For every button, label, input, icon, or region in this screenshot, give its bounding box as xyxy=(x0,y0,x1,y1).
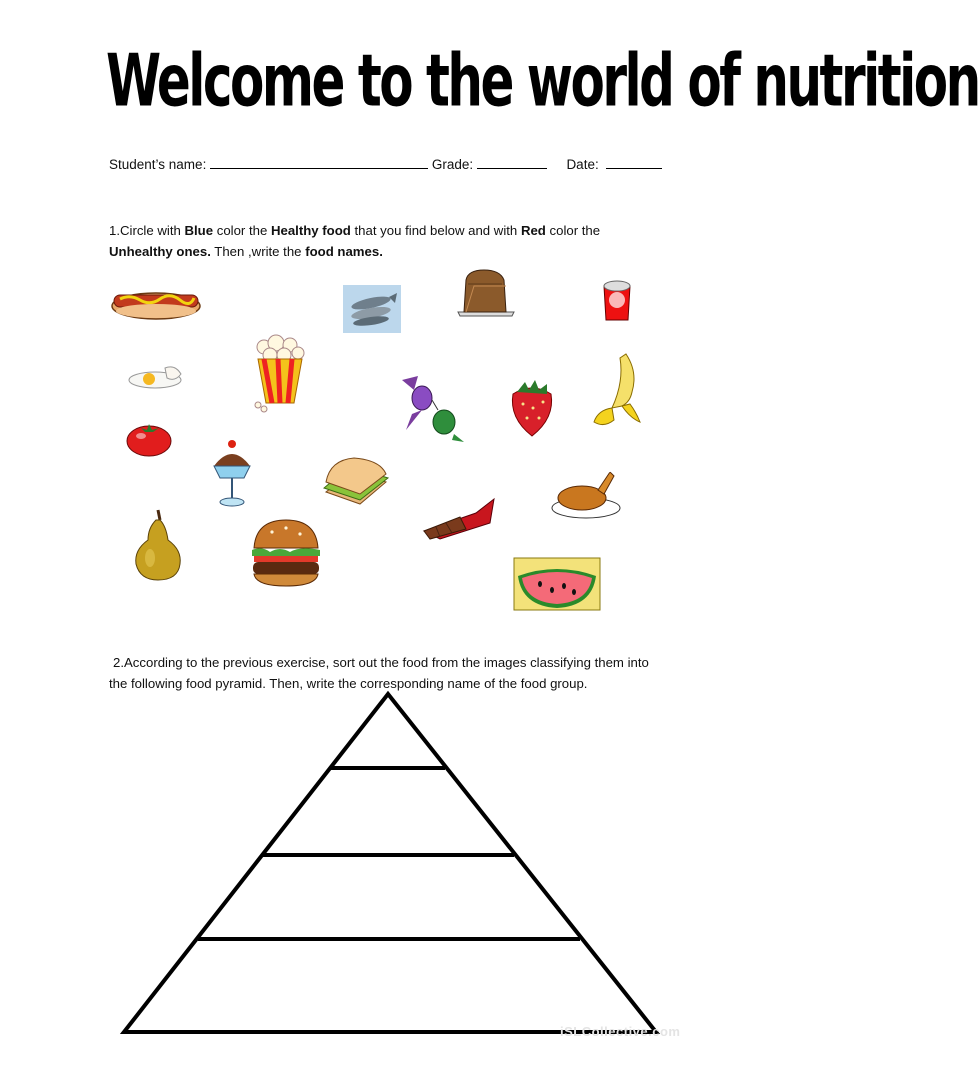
student-name-blank[interactable] xyxy=(210,156,428,169)
food-pyramid xyxy=(118,690,663,1040)
pyramid-outline xyxy=(124,694,656,1032)
ex1-red: Red xyxy=(520,223,546,238)
popcorn-image[interactable] xyxy=(250,333,308,413)
candy-image[interactable] xyxy=(398,370,468,446)
ex1-blue: Blue xyxy=(184,223,214,238)
ex1-text: Then ,write the xyxy=(210,244,306,259)
grade-blank[interactable] xyxy=(477,156,547,169)
ex1-text: color the xyxy=(545,223,601,238)
ex1-text: 1.Circle with xyxy=(109,223,185,238)
tomato-image[interactable] xyxy=(125,420,173,458)
soda-can-image[interactable] xyxy=(598,278,636,324)
date-blank[interactable] xyxy=(606,156,662,169)
pear-image[interactable] xyxy=(130,508,184,584)
ex1-food-names: food names. xyxy=(305,244,383,259)
hamburger-image[interactable] xyxy=(250,518,322,588)
bread-image[interactable] xyxy=(454,266,518,322)
sandwich-image[interactable] xyxy=(320,452,392,510)
strawberry-image[interactable] xyxy=(505,374,559,438)
ex1-healthy-food: Healthy food xyxy=(270,223,351,238)
hot-dog-image[interactable] xyxy=(110,284,202,322)
grade-label: Grade: xyxy=(431,157,474,172)
ex2-line-2: the following food pyramid. Then, write the corresponding name of the food group. xyxy=(109,676,588,691)
ex1-unhealthy-ones: Unhealthy ones. xyxy=(109,244,211,259)
exercise-1-instruction xyxy=(109,220,669,262)
date-label: Date: xyxy=(566,157,599,172)
ex1-text: color the xyxy=(213,223,271,238)
student-name-label: Student’s name: xyxy=(109,157,207,172)
ice-cream-image[interactable] xyxy=(204,438,260,512)
chocolate-image[interactable] xyxy=(420,493,498,541)
watermelon-image[interactable] xyxy=(512,556,602,612)
ex1-text: that you find below and with xyxy=(350,223,521,238)
ex2-line-1: 2.According to the previous exercise, sort out the food from the images classifying them into xyxy=(113,655,649,670)
fish-image[interactable] xyxy=(343,285,401,333)
watermark: iSLCollective.com xyxy=(560,1024,681,1039)
banana-image[interactable] xyxy=(590,352,644,432)
egg-image[interactable] xyxy=(125,360,185,390)
page-title: Welcome to the world of nutrition xyxy=(106,38,979,124)
exercise-2-instruction xyxy=(109,652,669,694)
student-info-line xyxy=(109,156,662,172)
roast-chicken-image[interactable] xyxy=(550,466,622,522)
